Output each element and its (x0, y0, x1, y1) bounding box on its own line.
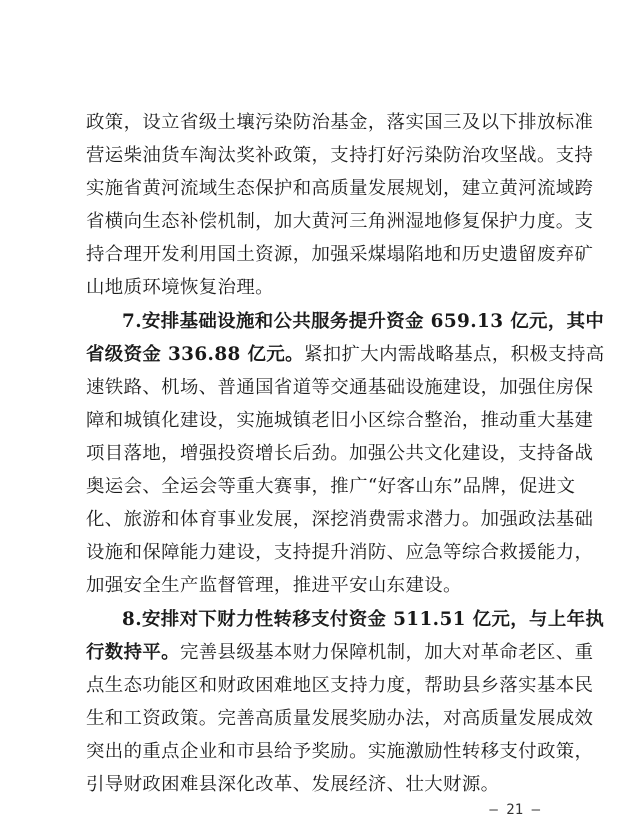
text-line: 设施和保障能力建设，支持提升消防、应急等综合救援能力， (86, 542, 594, 563)
text-line: 奥运会、全运会等重大赛事，推广“好客山东”品牌，促进文 (86, 476, 576, 497)
item-8-heading: 8.安排对下财力性转移支付资金 511.51 亿元，与上年执 (122, 609, 605, 630)
text-line (86, 641, 594, 665)
text-line: 持合理开发利用国土资源，加强采煤塌陷地和历史遗留废弃矿 (86, 244, 594, 265)
text-line: 省横向生态补偿机制，加大黄河三角洲湿地修复保护力度。支 (86, 211, 594, 232)
item-7-heading: 7.安排基础设施和公共服务提升资金 659.13 亿元，其中 (122, 311, 605, 332)
text-line: 政策，设立省级土壤污染防治基金，落实国三及以下排放标准 (86, 112, 594, 133)
text-line (86, 343, 605, 367)
text-line: 项目落地，增强投资增长后劲。加强公共文化建设，支持备战 (86, 443, 594, 464)
text-line: 加强安全生产监督管理，推进平安山东建设。 (86, 575, 462, 596)
text-line: 点生态功能区和财政困难地区支持力度，帮助县乡落实基本民 (86, 675, 594, 696)
page-number: — 21 — (489, 802, 540, 818)
text-line: 营运柴油货车淘汰奖补政策，支持打好污染防治攻坚战。支持 (86, 145, 594, 166)
item-8-heading-cont: 行数持平。 (86, 642, 180, 663)
text-line: 速铁路、机场、普通国省道等交通基础设施建设，加强住房保 (86, 377, 594, 398)
item-7-heading-cont: 省级资金 336.88 亿元。 (86, 344, 304, 365)
text-span: 完善县级基本财力保障机制，加大对革命老区、重 (179, 642, 594, 663)
text-line: 生和工资政策。完善高质量发展奖励办法，对高质量发展成效 (86, 708, 594, 729)
text-line: 突出的重点企业和市县给予奖励。实施激励性转移支付政策， (86, 741, 594, 762)
text-span: 紧扣扩大内需战略基点，积极支持高 (303, 344, 605, 365)
text-line: 障和城镇化建设，实施城镇老旧小区综合整治，推动重大基建 (86, 410, 594, 431)
text-line: 山地质环境恢复治理。 (86, 277, 274, 298)
text-line: 引导财政困难县深化改革、发展经济、壮大财源。 (86, 774, 500, 795)
text-line: 化、旅游和体育事业发展，深挖消费需求潜力。加强政法基础 (86, 509, 594, 530)
text-line: 实施省黄河流域生态保护和高质量发展规划，建立黄河流域跨 (86, 178, 594, 199)
